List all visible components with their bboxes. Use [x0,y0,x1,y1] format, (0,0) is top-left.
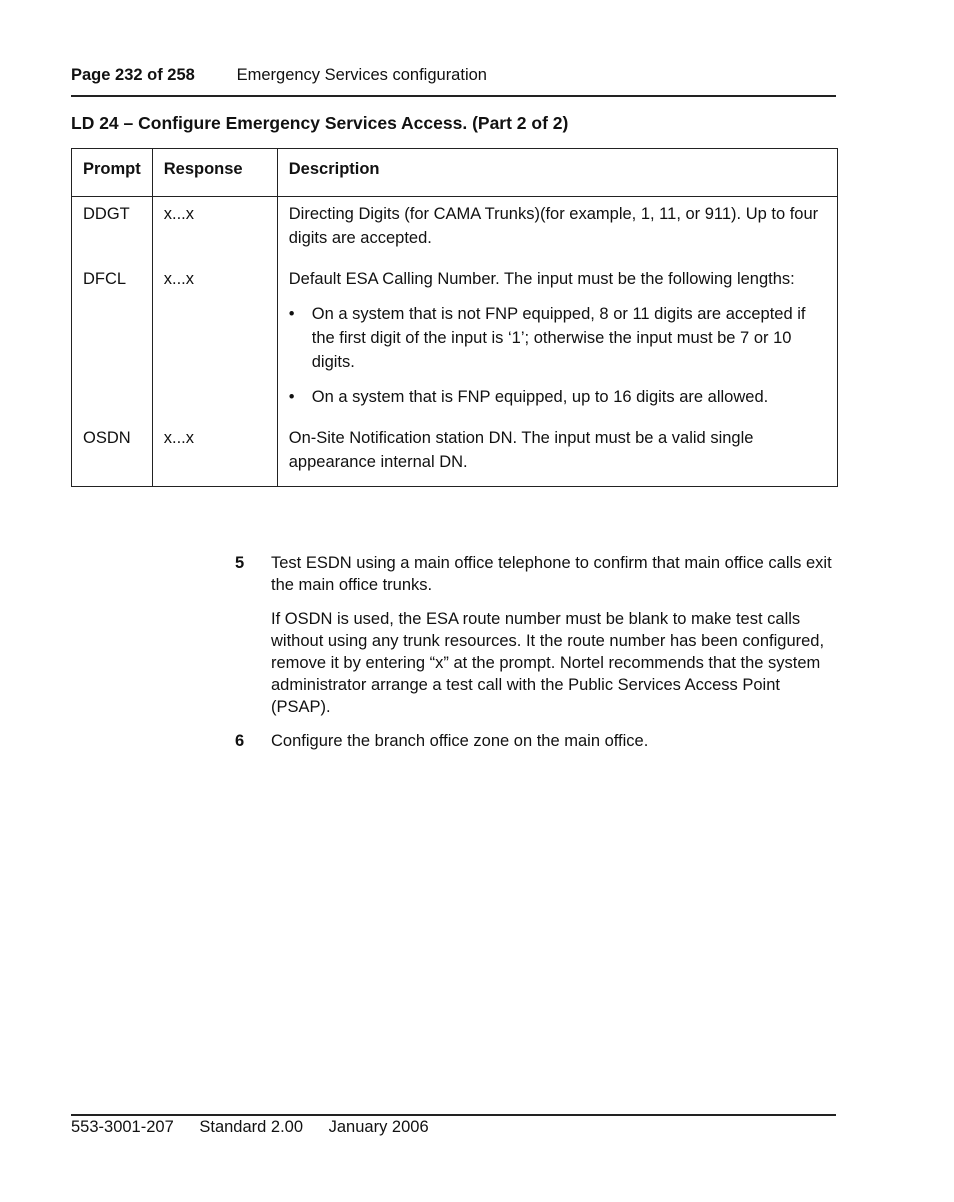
table-title: LD 24 – Configure Emergency Services Access. (Part 2 of 2) [71,113,569,133]
response-cell: x...x [152,197,277,268]
list-item [289,302,826,374]
table-row [72,267,838,426]
step-paragraph: If OSDN is used, the ESA route number must be blank to make test calls without using any trunk resources. It the route number has been configured, remove it by entering “x” at the prompt. Nortel recommends that the system administrator arrange a test call with the Public Services Access Point (PSAP). [271,610,825,716]
description-text: Default ESA Calling Number. The input must be the following lengths: [288,270,795,288]
page-header [71,66,836,85]
document-date: January 2006 [328,1118,429,1136]
description-text: Directing Digits (for CAMA Trunks)(for example, 1, 11, or 911). Up to four digits are accepted. [288,205,819,247]
description-cell [277,267,837,426]
document-number: 553-3001-207 [71,1118,174,1136]
step-number: 5 [235,554,245,572]
step-number: 6 [235,732,245,750]
table-row [72,197,838,268]
page-number: Page 232 of 258 [71,66,195,84]
list-item [289,385,826,409]
footer-rule [71,1114,836,1116]
response-cell: x...x [152,267,277,426]
bullet-list [289,302,826,409]
bullet-icon: • [288,388,295,406]
step-6 [235,730,835,752]
page-footer [71,1118,450,1137]
prompt-cell: DDGT [72,197,153,268]
step-paragraph: Test ESDN using a main office telephone to confirm that main office calls exit the main office trunks. [271,554,832,594]
document-standard: Standard 2.00 [199,1118,304,1136]
table-header-row [72,149,838,197]
response-cell: x...x [152,426,277,487]
description-text: On-Site Notification station DN. The input must be a valid single appearance internal DN. [288,429,754,471]
column-header-response: Response [152,149,277,197]
bullet-text: On a system that is not FNP equipped, 8 or 11 digits are accepted if the first digit of the input is ‘1’; otherwise the input must be 7 or 10 digits. [311,305,806,371]
section-title: Emergency Services configuration [236,66,487,84]
prompt-cell: OSDN [72,426,153,487]
description-cell [277,197,837,268]
ld24-table [71,148,838,487]
prompt-cell: DFCL [72,267,153,426]
column-header-prompt: Prompt [72,149,153,197]
bullet-text: On a system that is FNP equipped, up to 16 digits are allowed. [311,388,769,406]
bullet-icon: • [288,305,295,323]
table-row [72,426,838,487]
description-cell [277,426,837,487]
column-header-description: Description [277,149,837,197]
procedure-steps [235,552,835,764]
header-rule [71,95,836,97]
step-5 [235,552,835,718]
step-paragraph: Configure the branch office zone on the main office. [271,732,649,750]
